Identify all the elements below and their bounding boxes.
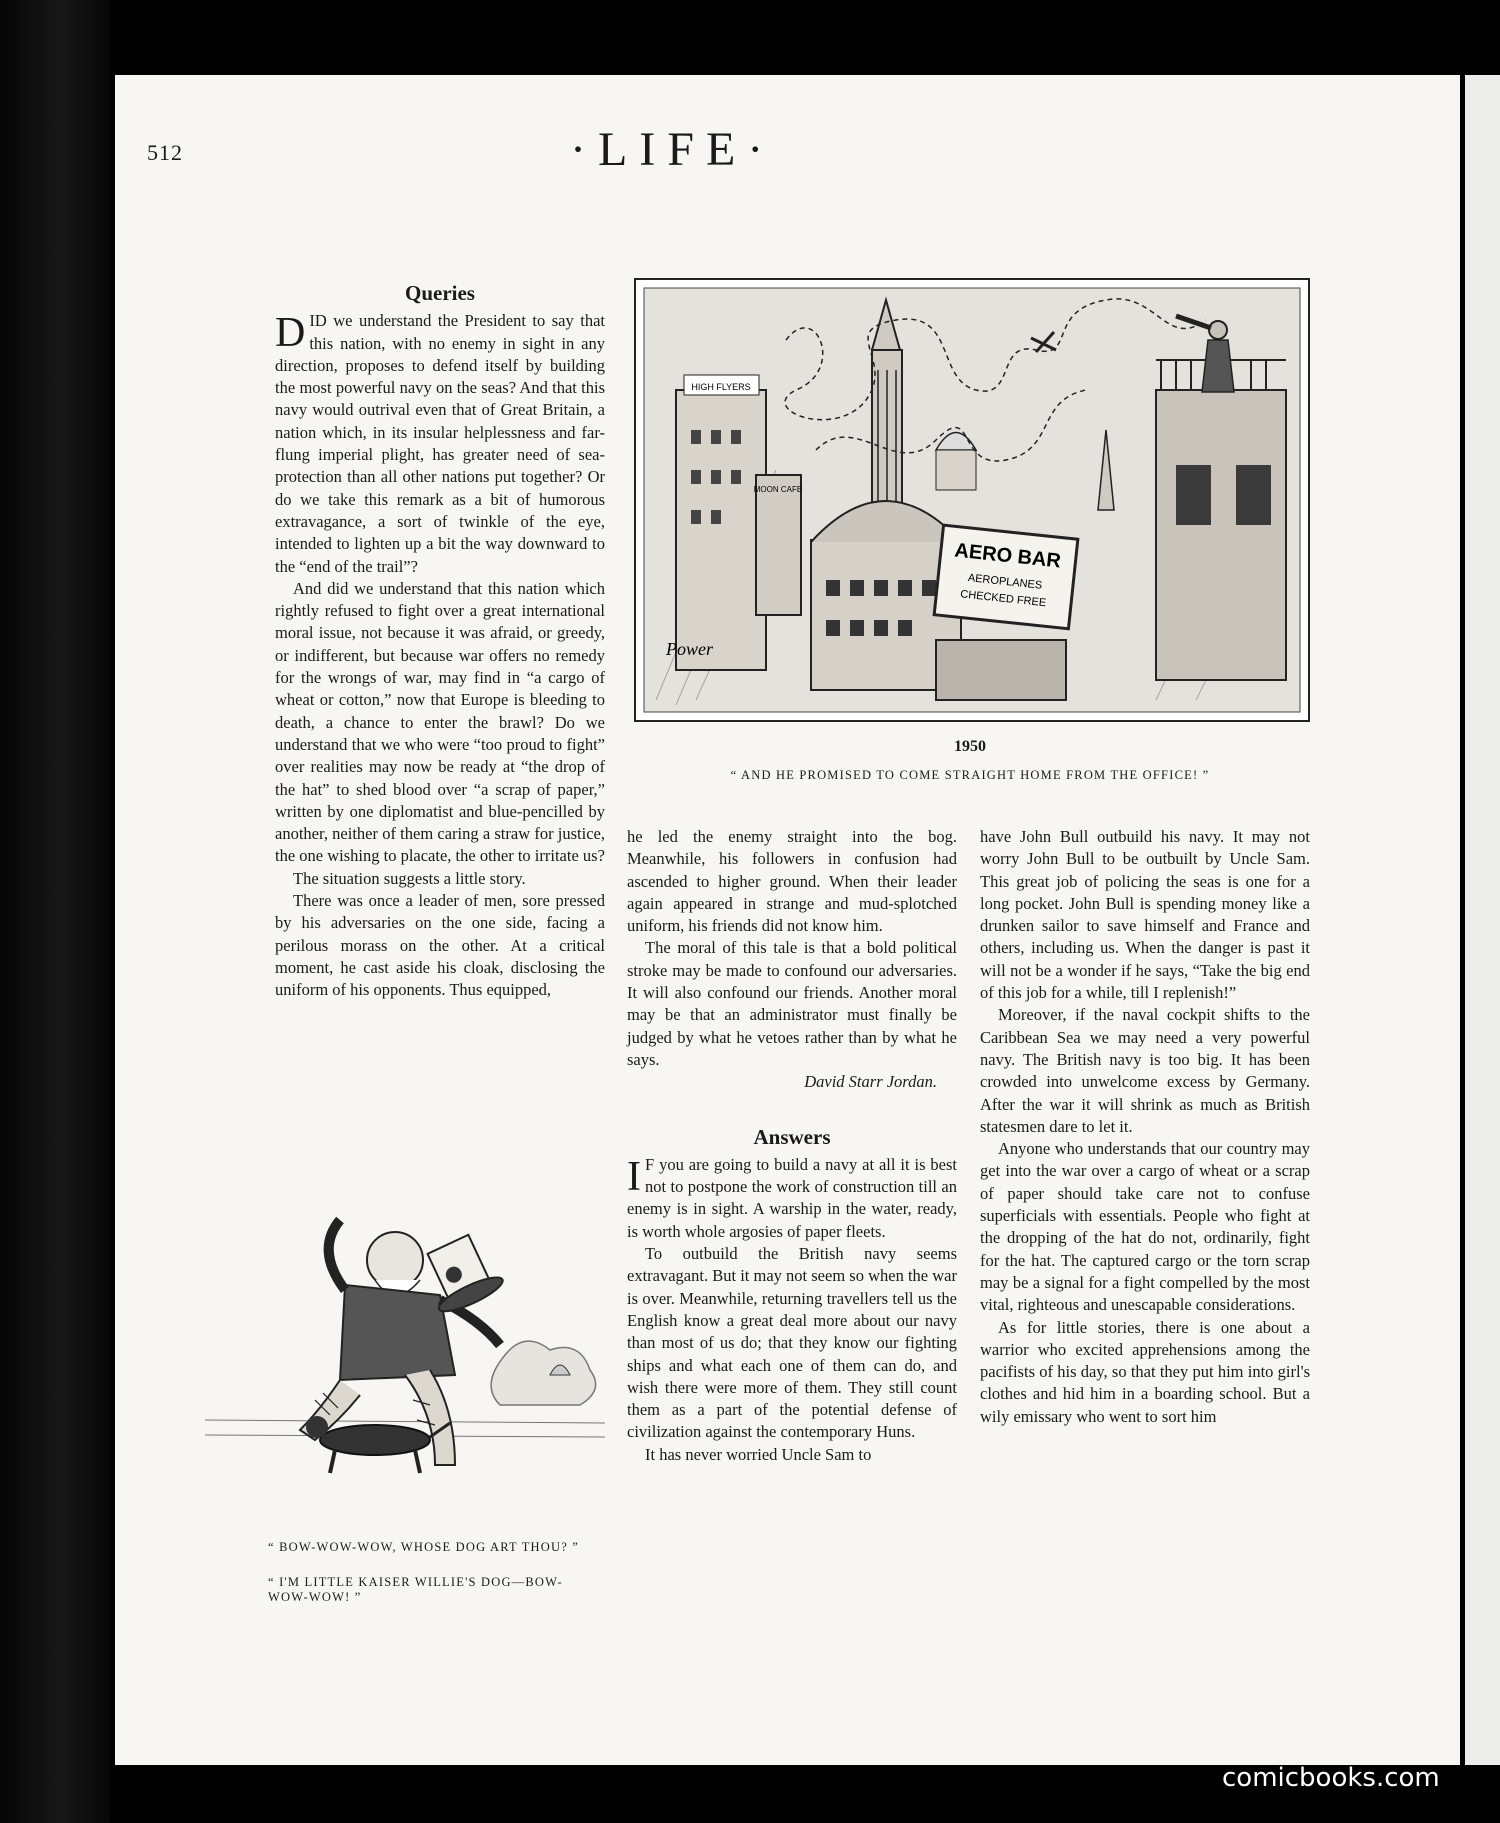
answers-paragraph: Moreover, if the naval cockpit shifts to the Caribbean Sea we may need a very powerful navy. The British navy is too big. It has been crowded into unwelcome excess by Germany. After the war it will shrink as much as British statesmen dare to let it.	[980, 1005, 1310, 1136]
queries-paragraph: he led the enemy straight into the bog. Meanwhile, his followers in confusion had ascended to higher ground. When their leader again appeared in strange and mud-splotched uniform, his friends did not know him.	[627, 827, 957, 936]
queries-heading: Queries	[405, 281, 475, 305]
queries-paragraph: There was once a leader of men, sore pressed by his adversaries on the one side, facing a perilous morass on the other. At a critical moment, he cast aside his cloak, disclosing the uniform of his opponents. Thus equipped,	[275, 891, 605, 1000]
queries-paragraph: The moral of this tale is that a bold political stroke may be made to confound our adversaries. It will also confound our friends. Another moral may be that an administrator must finally be judged by what he vetoes rather than by what he says.	[627, 938, 957, 1069]
queries-paragraph: The situation suggests a little story.	[293, 868, 526, 888]
masthead: ·LIFE·	[570, 123, 776, 176]
answers-paragraph: have John Bull outbuild his navy. It may not worry John Bull to be outbuilt by Uncle Sam. This great job of policing the seas is one for a long pocket. John Bull is spending money like a drunken sailor to save himself and France and others, including us. When the danger is past it will not be a wonder if he says, “Take the big end of this job for a while, till I replenish!”	[980, 827, 1310, 1003]
artist-signature: Power	[666, 639, 713, 659]
dropcap-d: D	[275, 310, 306, 357]
middle-column	[627, 826, 957, 1466]
queries-column	[275, 282, 605, 1002]
airship-city-illustration	[636, 280, 1308, 720]
answers-heading: Answers	[753, 1124, 831, 1149]
aero-bar-sign: AERO BAR	[953, 539, 1062, 573]
watermark: comicbooks.com	[1222, 1763, 1440, 1793]
bottom-cartoon-caption-1: “ BOW-WOW-WOW, WHOSE DOG ART THOU? ”	[268, 1540, 580, 1554]
page-binding-shadow	[0, 0, 110, 1823]
page-number: 512	[147, 140, 183, 165]
uncle-sam-dog-cartoon	[205, 1205, 605, 1515]
queries-paragraph: And did we understand that this nation which rightly refused to fight over a great international moral issue, not because it was afraid, or greedy, or indifferent, but because war offers no remedy for the wrongs of war, may find in “a cargo of wheat or cotton,” now that Europe is bleeding to death, a chance to enter the brawl? Do we understand that we who were “too proud to fight” over realities may now be ready at “the drop of the hat” to shed blood over “a scrap of paper,” written by one diplomatist and blue-pencilled by another, neither of them caring a straw for justice, the one wishing to placate, the other to irritate us?	[275, 578, 605, 866]
bottom-cartoon-caption-2: “ I'M LITTLE KAISER WILLIE'S DOG—BOW-WOW-WOW! ”	[268, 1575, 563, 1604]
svg-text:CHECKED FREE: CHECKED FREE	[959, 588, 1047, 610]
answers-paragraph: It has never worried Uncle Sam to	[645, 1444, 872, 1464]
top-cartoon-frame	[634, 278, 1310, 722]
top-cartoon-caption: “ AND HE PROMISED TO COME STRAIGHT HOME FROM THE OFFICE! ”	[730, 768, 1210, 782]
adjacent-page-edge	[1465, 75, 1500, 1765]
answers-paragraph: Anyone who understands that our country may get into the war over a cargo of wheat or a scrap of paper should take care not to confuse superficials with essentials. People who fight at the dropping of the hat do not, ordinarily, fight for the hat. The captured cargo or the torn scrap may be a signal for a fight compelled by the most vital, righteous and unescapable considerations.	[980, 1139, 1310, 1315]
answers-paragraph: I F you are going to build a navy at all it is best not to postpone the work of construction till an enemy is in sight. A warship in the water, ready, is worth whole argosies of paper fleets.	[627, 1153, 957, 1241]
top-cartoon-year: 1950	[954, 738, 986, 755]
moon-cafe-sign: MOON CAFE	[753, 485, 803, 494]
dropcap-i: I	[627, 1153, 641, 1200]
answers-paragraph: To outbuild the British navy seems extravagant. But it may not seem so when the war is over. Meanwhile, returning travellers tell us the English know a great deal more about our navy than most of us do; that they know our fighting ships and what each one of them can do, and wish there were more of them. They still count them as a part of the potential defense of civilization against the contemporary Huns.	[627, 1244, 957, 1442]
right-column	[980, 826, 1310, 1428]
svg-text:AEROPLANES: AEROPLANES	[967, 572, 1043, 592]
queries-paragraph: DID we understand the President to say that this nation, with no enemy in sight in any direction, proposes to defend itself by building the most powerful navy on the seas? And that this navy would outrival even that of Great Britain, a nation which, in its insular helplessness and far-flung imperial plight, has greater need of sea-protection than all other nations put together? Or do we take this remark as a bit of humorous extravagance, a sort of twinkle of the eye, intended to lighten up a bit the way downward to the “end of the trail”?	[275, 310, 605, 576]
high-flyers-sign: HIGH FLYERS	[691, 382, 751, 392]
queries-signature: David Starr Jordan.	[804, 1072, 937, 1092]
answers-paragraph: As for little stories, there is one about a warrior who excited apprehensions among the pacifists of his day, so that they put him into girl's clothes and hid him in a boarding school. But a wily emissary who went to sort him	[980, 1317, 1310, 1426]
